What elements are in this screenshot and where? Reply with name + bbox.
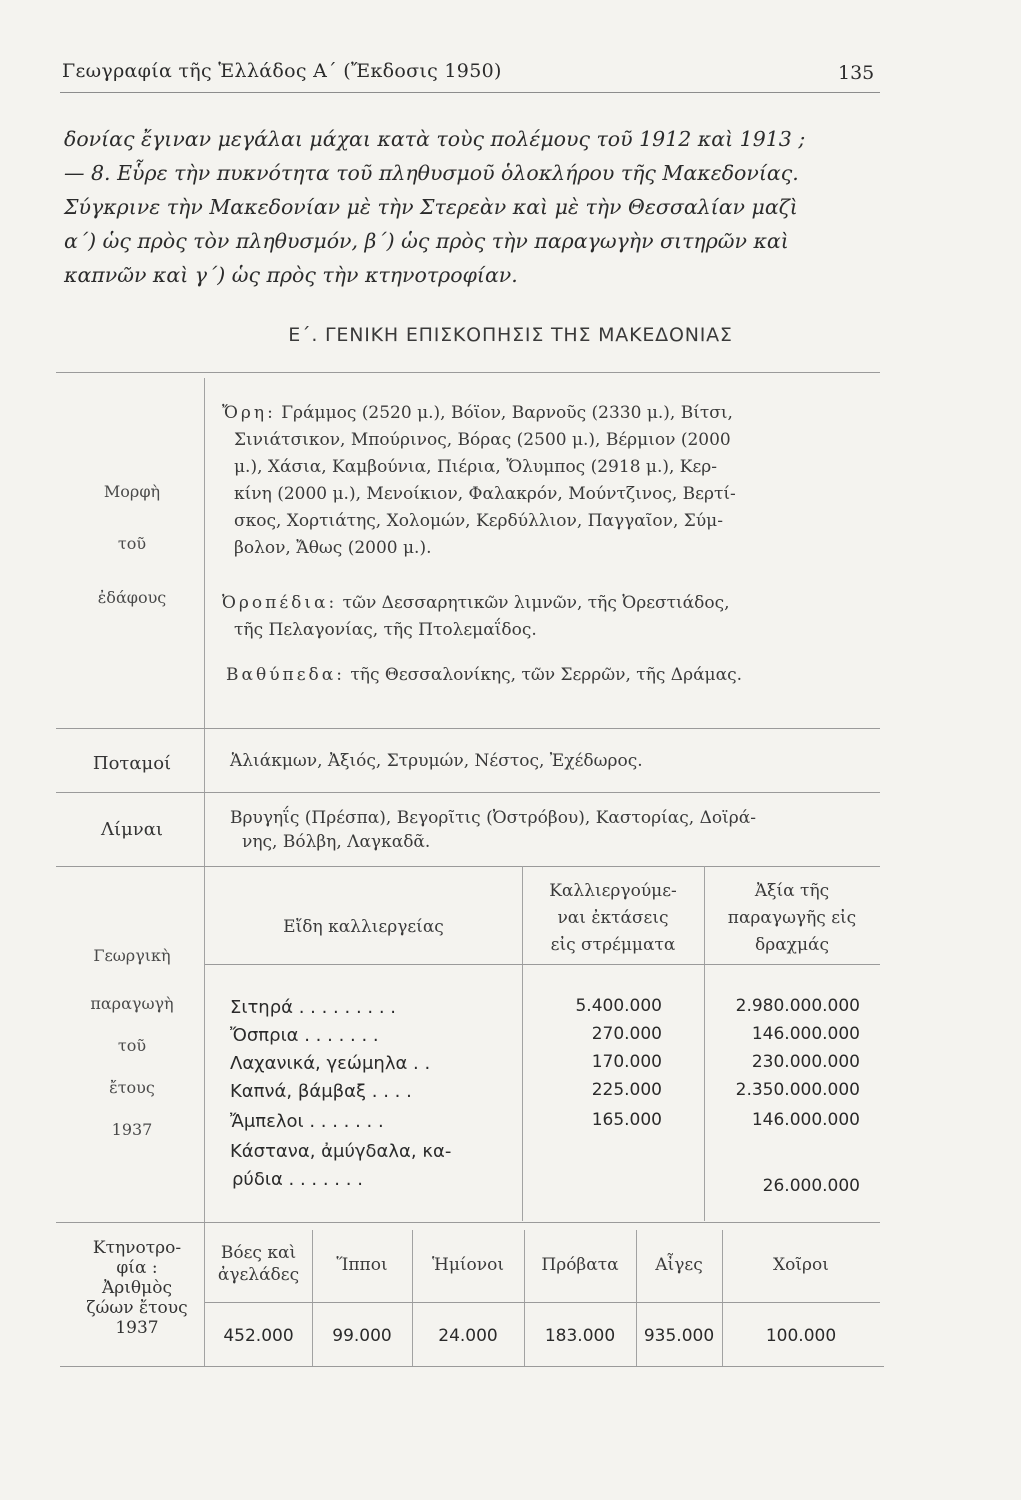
rivers-text: Ἁλιάκμων, Ἀξιός, Στρυμών, Νέστος, Ἐχέδωρος. bbox=[230, 751, 643, 771]
crop-area: 225.000 bbox=[591, 1080, 662, 1100]
plateaus-heading: Ὀροπέδια: bbox=[222, 593, 338, 613]
relief-label: Μορφὴ τοῦ ἐδάφους bbox=[97, 482, 167, 607]
mountains-line: Ὄρη: Γράμμος (2520 μ.), Βόϊον, Βαρνοῦς (2330 μ.), Βίτσι, bbox=[222, 403, 733, 423]
livestock-value-mules: 24.000 bbox=[438, 1326, 498, 1346]
section-title: Ε΄. ΓΕΝΙΚΗ ΕΠΙΣΚΟΠΗΣΙΣ ΤΗΣ ΜΑΚΕΔΟΝΙΑΣ bbox=[288, 324, 733, 346]
crop-header-rule bbox=[205, 964, 880, 965]
mountains-line: μ.), Χάσια, Καμβούνια, Πιέρια, Ὄλυμπος (2918 μ.), Κερ- bbox=[234, 457, 718, 477]
table-top-rule bbox=[56, 372, 880, 373]
crop-name: Λαχανικά, γεώμηλα . . bbox=[230, 1053, 431, 1074]
crop-kind-header: Εἴδη καλλιεργείας bbox=[283, 917, 444, 937]
crop-value: 146.000.000 bbox=[751, 1024, 860, 1044]
crop-value: 2.350.000.000 bbox=[735, 1080, 860, 1100]
agriculture-bottom-rule bbox=[56, 1222, 880, 1223]
mountains-block bbox=[222, 400, 882, 562]
crop-area: 270.000 bbox=[591, 1024, 662, 1044]
page-number: 135 bbox=[838, 62, 875, 84]
rivers-label: Ποταμοί bbox=[92, 753, 172, 774]
crop-name: Ὄσπρια . . . . . . . bbox=[230, 1025, 379, 1046]
intro-line: δονίας ἔγιναν μεγάλαι μάχαι κατὰ τοὺς πολέμους τοῦ 1912 καὶ 1913 ; bbox=[64, 127, 806, 151]
intro-line: Σύγκρινε τὴν Μακεδονίαν μὲ τὴν Στερεὰν καὶ μὲ τὴν Θεσσαλίαν μαζὶ bbox=[64, 195, 798, 219]
crop-name: Καπνά, βάμβαξ . . . . bbox=[230, 1081, 412, 1102]
livestock-header-goats: Αἶγες bbox=[655, 1255, 703, 1275]
livestock-header-horses: Ἵπποι bbox=[336, 1255, 388, 1275]
livestock-value-cattle: 452.000 bbox=[223, 1326, 294, 1346]
mountains-line: σκος, Χορτιάτης, Χολομών, Κερδύλλιον, Παγγαῖον, Σύμ- bbox=[234, 511, 723, 531]
lakes-bottom-rule bbox=[56, 866, 880, 867]
lakes-line: νης, Βόλβη, Λαγκαδᾶ. bbox=[242, 832, 431, 852]
crop-value: 2.980.000.000 bbox=[735, 996, 860, 1016]
livestock-value-horses: 99.000 bbox=[332, 1326, 392, 1346]
crop-area: 170.000 bbox=[591, 1052, 662, 1072]
livestock-header-cattle: Βόες καὶ ἀγελάδες bbox=[217, 1243, 300, 1285]
livestock-value-sheep: 183.000 bbox=[544, 1326, 616, 1346]
lowlands-text: τῆς Θεσσαλονίκης, τῶν Σερρῶν, τῆς Δράμας. bbox=[350, 665, 743, 685]
livestock-header-rule bbox=[205, 1302, 880, 1303]
intro-line: — 8. Εὗρε τὴν πυκνότητα τοῦ πληθυσμοῦ ὁλοκλήρου τῆς Μακεδονίας. bbox=[64, 161, 799, 185]
lowlands-block bbox=[226, 662, 886, 689]
livestock-header-mules: Ἡμίονοι bbox=[431, 1255, 505, 1275]
crop-value-header: Ἀξία τῆς παραγωγῆς εἰς δραχμάς bbox=[727, 881, 857, 955]
livestock-bottom-rule bbox=[60, 1366, 884, 1367]
livestock-label: Κτηνοτρο- φία : Ἀριθμὸς ζώων ἔτους 1937 bbox=[86, 1238, 188, 1338]
mountains-line: βολον, Ἄθως (2000 μ.). bbox=[234, 538, 432, 558]
intro-line: α΄) ὡς πρὸς τὸν πληθυσμόν, β΄) ὡς πρὸς τὴν παραγωγὴν σιτηρῶν καὶ bbox=[64, 229, 789, 253]
plateaus-line: Ὀροπέδια: τῶν Δεσσαρητικῶν λιμνῶν, τῆς Ὀρεστιάδος, bbox=[222, 593, 730, 613]
crop-name: Ἄμπελοι . . . . . . . bbox=[230, 1111, 384, 1132]
livestock-header-sheep: Πρόβατα bbox=[541, 1255, 619, 1275]
livestock-header-pigs: Χοῖροι bbox=[773, 1255, 829, 1275]
lakes-block bbox=[230, 806, 890, 854]
mountains-line: Σινιάτσικον, Μπούρινος, Βόρας (2500 μ.), Βέρμιον (2000 bbox=[234, 430, 731, 450]
mountains-line: κίνη (2000 μ.), Μενοίκιον, Φαλακρόν, Μούντζινος, Βερτί- bbox=[234, 484, 736, 504]
plateaus-block bbox=[222, 590, 882, 644]
intro-line: καπνῶν καὶ γ΄) ὡς πρὸς τὴν κτηνοτροφίαν. bbox=[64, 263, 518, 287]
crop-value: 230.000.000 bbox=[751, 1052, 860, 1072]
crop-area: 165.000 bbox=[591, 1110, 662, 1130]
header-rule bbox=[60, 92, 880, 93]
crop-value: 26.000.000 bbox=[762, 1176, 860, 1196]
crop-area-header: Καλλιεργούμε- ναι ἐκτάσεις εἰς στρέμματα bbox=[549, 881, 677, 955]
agriculture-label: Γεωργικὴ παραγωγὴ τοῦ ἔτους 1937 bbox=[90, 946, 174, 1139]
crop-area: 5.400.000 bbox=[575, 996, 662, 1016]
livestock-value-pigs: 100.000 bbox=[765, 1326, 837, 1346]
intro-paragraph bbox=[64, 122, 894, 292]
relief-bottom-rule bbox=[56, 728, 880, 729]
plateaus-line: τῆς Πελαγονίας, τῆς Πτολεμαΐδος. bbox=[234, 620, 537, 640]
lakes-label: Λίμναι bbox=[101, 819, 163, 840]
running-header: Γεωγραφία τῆς Ἑλλάδος Α΄ (Ἔκδοσις 1950) bbox=[62, 60, 502, 82]
livestock-value-goats: 935.000 bbox=[643, 1326, 715, 1346]
mountains-heading: Ὄρη: bbox=[222, 403, 276, 423]
lowlands-heading: Βαθύπεδα: bbox=[226, 665, 345, 685]
crop-name: Κάστανα, ἀμύγδαλα, κα- ρύδια . . . . . . . bbox=[230, 1141, 452, 1190]
lakes-line: Βρυγηΐς (Πρέσπα), Βεγορῖτις (Ὀστρόβου), Καστορίας, Δοϊρά- bbox=[230, 808, 756, 828]
crop-value: 146.000.000 bbox=[751, 1110, 860, 1130]
rivers-bottom-rule bbox=[56, 792, 880, 793]
label-column-divider bbox=[204, 378, 205, 1308]
crop-name: Σιτηρά . . . . . . . . . bbox=[230, 997, 396, 1018]
